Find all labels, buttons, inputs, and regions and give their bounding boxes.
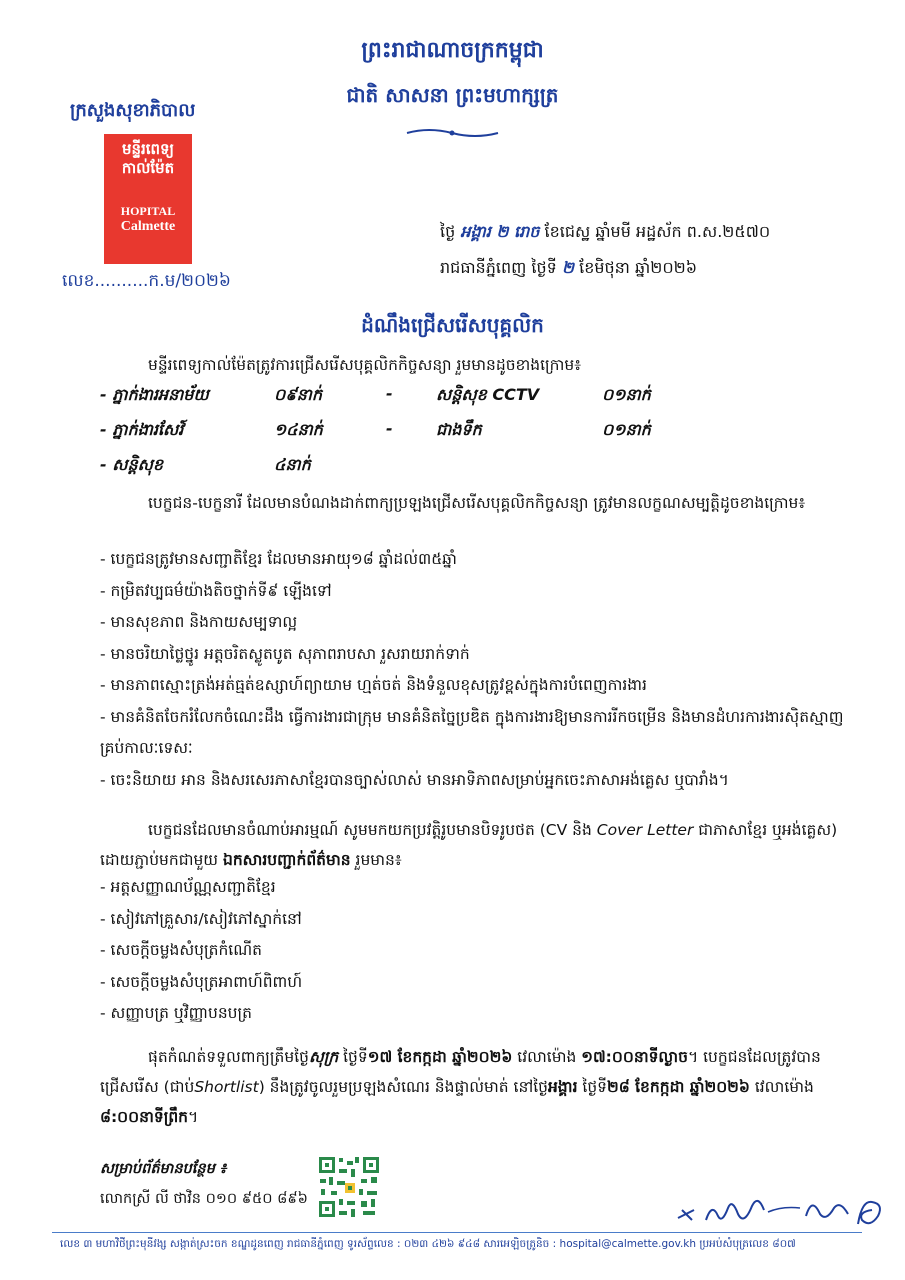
exam-day: អង្គារ <box>547 1078 578 1096</box>
documents-list <box>100 872 860 1030</box>
reference-number: លេខ..........ក.ម/២០២៦ <box>62 271 231 291</box>
deadline-text: ។ បេក្ខជនដែលត្រូវបានជ្រើសរើស (ជាប់ <box>100 1048 821 1096</box>
position-name: - ភ្នាក់ងារសែវ៍ <box>100 420 184 439</box>
logo-english-line2: Calmette <box>120 219 176 234</box>
supporting-documents-text: ឯកសារបញ្ជាក់ព័ត៌មាន <box>223 851 351 869</box>
shortlist-text: Shortlist <box>194 1078 259 1096</box>
lunar-date-rest: ខែជេស្ឋ ឆ្នាំមមី អដ្ឋស័ក ព.ស.២៥៧០ <box>544 222 771 241</box>
cover-letter-text: Cover Letter <box>596 821 694 839</box>
list-item: - សេចក្តីចម្លងសំបុត្រអាពាហ៍ពិពាហ៍ <box>100 972 303 991</box>
list-item: - មានចរិយាថ្លៃថ្នូរ អត្តចរិតស្លូតបូត សុភាពរាបសា រួសរាយរាក់ទាក់ <box>100 644 470 663</box>
deadline-text: ថ្ងៃទី <box>338 1048 368 1066</box>
solar-date-rest: ខែមិថុនា ឆ្នាំ២០២៦ <box>579 258 698 277</box>
solar-date-prefix: រាជធានីភ្នំពេញ ថ្ងៃទី <box>440 258 557 277</box>
logo-english-line1: HOPITAL <box>120 204 176 218</box>
deadline-text: វេលាម៉ោង <box>749 1078 814 1096</box>
list-item: - កម្រិតវប្បធម៌យ៉ាងតិចថ្នាក់ទី៩ ឡើងទៅ <box>100 581 332 600</box>
solar-date <box>440 257 697 281</box>
kingdom-title: ព្រះរាជាណាចក្រកម្ពុជា <box>361 38 544 63</box>
documents-intro-part: ជាភាសាខ្មែរ ឬអង់គ្លេស) ដោយភ្ជាប់មកជាមួយ <box>100 821 838 869</box>
position-name: - ភ្នាក់ងារអនាម័យ <box>100 385 209 404</box>
ministry-name: ក្រសួងសុខាភិបាល <box>70 100 196 121</box>
hospital-logo <box>104 134 192 264</box>
footer-address: លេខ ៣ មហាវិថីព្រះមុនីវង្ស សង្កាត់ស្រះចក ខណ្ឌដូនពេញ រាជធានីភ្នំពេញ ទូរស័ព្ទលេខ : ០២៣ ៤២៦ ៩៤៨ សារអេឡិចត្រូនិច : hospital@calmette.gov.kh ប្រអប់សំបុត្រលេខ ៨០៧ <box>60 1238 796 1250</box>
position-count: ០៩នាក់ <box>274 385 323 404</box>
national-motto: ជាតិ សាសនា ព្រះមហាក្សត្រ <box>346 83 559 107</box>
exam-time: ៨:០០នាទីព្រឹក <box>100 1108 189 1126</box>
list-item: - មានសុខភាព និងកាយសម្បទាល្អ <box>100 613 298 631</box>
list-item: - សញ្ញាបត្រ ឬវិញ្ញាបនបត្រ <box>100 1004 252 1022</box>
position-name: - សន្តិសុខ <box>100 455 163 474</box>
position-count: ១៤នាក់ <box>274 420 323 439</box>
deadline-paragraph <box>100 1042 862 1132</box>
logo-khmer-line1: មន្ទីរពេទ្យ <box>121 140 175 158</box>
position-row <box>100 384 820 414</box>
documents-intro-part: រួមមាន៖ <box>350 851 402 869</box>
deadline-text: ។ <box>188 1108 199 1126</box>
documents-intro <box>100 815 860 875</box>
position-row <box>100 419 820 449</box>
position-count-2: ០១នាក់ <box>602 385 651 404</box>
qr-code <box>317 1155 381 1219</box>
position-count-2: ០១នាក់ <box>602 420 651 439</box>
documents-intro-part: បេក្ខជនដែលមានចំណាប់អារម្មណ៍ សូមមកយកប្រវត្តិរូបមានបិទរូបថត (CV និង <box>148 821 597 839</box>
contact-label: សម្រាប់ព័ត៌មានបន្ថែម ៖ <box>100 1161 227 1177</box>
list-item: - សៀវភៅគ្រួសារ/សៀវភៅស្នាក់នៅ <box>100 909 302 928</box>
position-separator: - <box>386 419 393 438</box>
deadline-text: វេលាម៉ោង <box>512 1048 582 1066</box>
list-item: - ចេះនិយាយ អាន និងសរសេរភាសាខ្មែរបានច្បាស់លាស់ មានអាទិភាពសម្រាប់អ្នកចេះភាសាអង់គ្លេស ឬបារាំង។ <box>100 770 729 789</box>
position-row <box>100 454 820 484</box>
deadline-text: ផុតកំណត់ទទួលពាក្យត្រឹមថ្ងៃ <box>148 1048 309 1066</box>
deadline-time: ១៧:០០នាទីល្ងាច <box>581 1048 688 1066</box>
position-name-2: សន្តិសុខ CCTV <box>436 385 540 404</box>
deadline-text: ) នឹងត្រូវចូលរួមប្រឡងសំណេរ និងផ្ទាល់មាត់ នៅថ្ងៃ <box>258 1078 548 1096</box>
solar-date-handwritten: ២ <box>561 258 575 277</box>
deadline-date: ១៧ ខែកក្កដា ឆ្នាំ២០២៦ <box>367 1048 513 1066</box>
logo-khmer-line2: កាល់ម៉ែត <box>121 159 175 177</box>
position-separator: - <box>386 384 393 403</box>
position-name-2: ជាងទឹក <box>436 420 482 439</box>
list-item: - មានគំនិតចែករំលែកចំណេះដឹង ធ្វើការងារជាក្រុម មានគំនិតច្នៃប្រឌិត ក្នុងការងារឱ្យមានការរីកចម្រើន និងមានដំហរការងារស៊ិតស្មាញគ្រប់កាលៈទេសៈ <box>100 707 844 757</box>
position-count: ៤នាក់ <box>274 455 311 474</box>
lunar-date <box>440 221 770 245</box>
list-item: - អត្តសញ្ញាណប័ណ្ណសញ្ជាតិខ្មែរ <box>100 878 276 896</box>
intro-text: មន្ទីរពេទ្យកាល់ម៉ែតត្រូវការជ្រើសរើសបុគ្គលិកកិច្ចសន្យា រួមមានដូចខាងក្រោម៖ <box>148 356 582 374</box>
list-item: - បេក្ខជនត្រូវមានសញ្ជាតិខ្មែរ ដែលមានអាយុ១៨ ឆ្នាំដល់៣៥ឆ្នាំ <box>100 550 457 568</box>
deadline-text: ថ្ងៃទី <box>577 1078 608 1096</box>
list-item: - មានភាពស្មោះត្រង់អត់ធ្មត់ឧស្សាហ៍ព្យាយាម ហ្មត់ចត់ និងទំនួលខុសត្រូវខ្ពស់ក្នុងការបំពេញការងារ <box>100 676 647 694</box>
list-item: - សេចក្តីចម្លងសំបុត្រកំណើត <box>100 941 262 959</box>
signature <box>672 1186 892 1234</box>
lunar-date-prefix: ថ្ងៃ <box>440 222 456 241</box>
exam-date: ២៨ ខែកក្កដា ឆ្នាំ២០២៦ <box>607 1078 750 1096</box>
announcement-title: ដំណឹងជ្រើសរើសបុគ្គលិក <box>361 313 544 337</box>
qualifications-intro: បេក្ខជន-បេក្ខនារី ដែលមានបំណងដាក់ពាក្យប្រឡងជ្រើសរើសបុគ្គលិកកិច្ចសន្យា ត្រូវមានលក្ខណសម្បត្តិដូចខាងក្រោម៖ <box>148 494 806 512</box>
ornament-divider <box>405 124 500 136</box>
lunar-date-handwritten: អង្គារ ២ រោច <box>460 222 540 241</box>
qualifications-list <box>100 544 865 796</box>
footer-divider <box>52 1232 862 1233</box>
contact-person: លោកស្រី លី ថាវិន ០១០ ៩៥០ ៨៩៦ <box>100 1191 308 1207</box>
deadline-day: សុក្រ <box>308 1048 339 1066</box>
